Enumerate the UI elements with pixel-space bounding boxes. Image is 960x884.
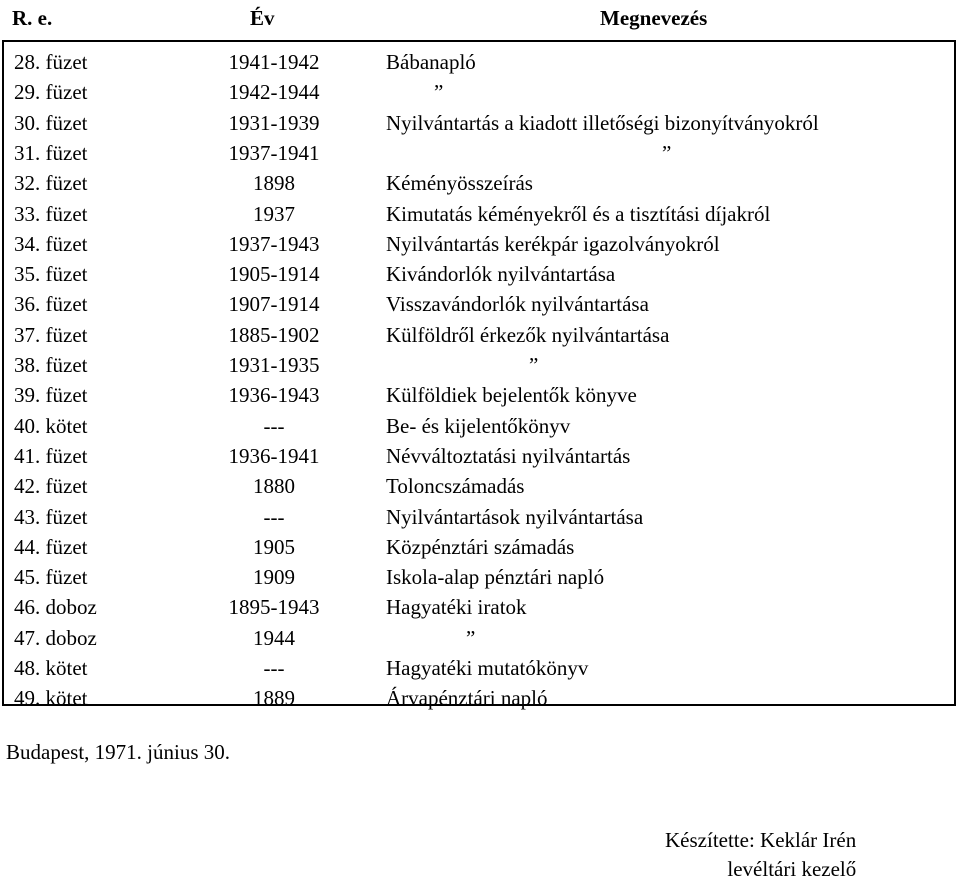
row-year: 1885-1902 bbox=[228, 322, 320, 347]
place-date: Budapest, 1971. június 30. bbox=[6, 740, 230, 764]
row-id: 34. füzet bbox=[14, 231, 88, 256]
table-row bbox=[4, 108, 954, 138]
row-name: Visszavándorlók nyilvántartása bbox=[386, 292, 649, 317]
row-year: 1936-1943 bbox=[228, 383, 320, 408]
row-year: --- bbox=[263, 656, 285, 680]
row-name: Kéményösszeírás bbox=[386, 171, 533, 196]
row-name: Nyilvántartás kerékpár igazolványokról bbox=[386, 231, 720, 256]
row-name: ” bbox=[529, 353, 539, 377]
table-body bbox=[2, 40, 956, 711]
row-year: 1944 bbox=[253, 625, 295, 650]
row-name: Be- és kijelentőkönyv bbox=[386, 413, 571, 438]
table-row bbox=[4, 138, 954, 168]
table-row bbox=[4, 259, 954, 289]
table-row bbox=[4, 532, 954, 562]
row-id: 28. füzet bbox=[14, 50, 88, 74]
row-name: Hagyatéki iratok bbox=[386, 595, 527, 620]
author-block bbox=[665, 826, 856, 884]
row-year: 1937 bbox=[253, 201, 295, 226]
row-id: 44. füzet bbox=[14, 534, 88, 559]
row-year: --- bbox=[263, 504, 285, 529]
row-id: 45. füzet bbox=[14, 565, 88, 590]
table-row bbox=[4, 229, 954, 259]
row-name: ” bbox=[466, 625, 476, 650]
row-id: 33. füzet bbox=[14, 201, 88, 226]
row-name: Bábanapló bbox=[386, 50, 476, 74]
table-row bbox=[4, 289, 954, 319]
row-name: Kivándorlók nyilvántartása bbox=[386, 262, 616, 287]
row-id: 30. füzet bbox=[14, 110, 88, 135]
row-name: ” bbox=[662, 140, 672, 165]
row-name: Nyilvántartások nyilvántartása bbox=[386, 504, 644, 529]
table-row bbox=[4, 411, 954, 441]
row-id: 48. kötet bbox=[14, 656, 88, 680]
row-year: 1909 bbox=[253, 565, 295, 590]
row-id: 31. füzet bbox=[14, 140, 88, 165]
row-id: 47. doboz bbox=[14, 625, 97, 650]
table-row bbox=[4, 441, 954, 471]
row-id: 40. kötet bbox=[14, 413, 88, 438]
row-name: Árvapénztári napló bbox=[386, 686, 548, 711]
row-year: 1942-1944 bbox=[228, 80, 320, 105]
row-id: 35. füzet bbox=[14, 262, 88, 287]
row-id: 32. füzet bbox=[14, 171, 88, 196]
table-row bbox=[4, 320, 954, 350]
row-name: ” bbox=[434, 80, 444, 105]
row-name: Közpénztári számadás bbox=[386, 534, 575, 559]
table-row bbox=[4, 168, 954, 198]
row-year: 1941-1942 bbox=[228, 50, 320, 74]
table-row bbox=[4, 77, 954, 107]
row-id: 46. doboz bbox=[14, 595, 97, 620]
table-row bbox=[4, 562, 954, 592]
row-id: 43. füzet bbox=[14, 504, 88, 529]
row-id: 42. füzet bbox=[14, 474, 88, 499]
row-year: 1905-1914 bbox=[228, 262, 320, 287]
row-year: 1907-1914 bbox=[228, 292, 320, 317]
row-name: Toloncszámadás bbox=[386, 474, 525, 499]
header-year: Év bbox=[250, 6, 275, 30]
row-year: 1931-1935 bbox=[228, 353, 320, 377]
header-id: R. e. bbox=[12, 6, 53, 30]
table-row bbox=[4, 47, 954, 77]
row-year: --- bbox=[263, 413, 285, 438]
table-row bbox=[4, 623, 954, 653]
row-year: 1895-1943 bbox=[228, 595, 320, 620]
row-name: Külföldről érkezők nyilvántartása bbox=[386, 322, 670, 347]
row-year: 1937-1943 bbox=[228, 231, 320, 256]
row-name: Nyilvántartás a kiadott illetőségi bizonyítványokról bbox=[386, 110, 819, 135]
row-id: 49. kötet bbox=[14, 686, 88, 711]
row-name: Névváltoztatási nyilvántartás bbox=[386, 443, 631, 468]
row-year: 1931-1939 bbox=[228, 110, 320, 135]
table-row bbox=[4, 683, 954, 713]
row-name: Kimutatás kéményekről és a tisztítási díjakról bbox=[386, 201, 771, 226]
row-year: 1880 bbox=[253, 474, 295, 499]
table-row bbox=[4, 592, 954, 622]
header-name: Megnevezés bbox=[600, 6, 708, 30]
author-line: Készítette: Keklár Irén bbox=[665, 828, 857, 852]
author-title: levéltári kezelő bbox=[727, 857, 857, 881]
table-row bbox=[4, 199, 954, 229]
table-row bbox=[4, 471, 954, 501]
table-row bbox=[4, 380, 954, 410]
row-id: 38. füzet bbox=[14, 353, 88, 377]
row-year: 1898 bbox=[253, 171, 295, 196]
row-id: 29. füzet bbox=[14, 80, 88, 105]
table-row bbox=[4, 502, 954, 532]
row-year: 1905 bbox=[253, 534, 295, 559]
row-name: Hagyatéki mutatókönyv bbox=[386, 656, 589, 680]
table-header bbox=[0, 0, 960, 40]
row-name: Iskola-alap pénztári napló bbox=[386, 565, 605, 590]
row-id: 39. füzet bbox=[14, 383, 88, 408]
row-id: 41. füzet bbox=[14, 443, 88, 468]
row-year: 1889 bbox=[253, 686, 295, 711]
row-year: 1936-1941 bbox=[228, 443, 320, 468]
table-row bbox=[4, 350, 954, 380]
row-year: 1937-1941 bbox=[228, 140, 320, 165]
row-name: Külföldiek bejelentők könyve bbox=[386, 383, 637, 408]
row-id: 37. füzet bbox=[14, 322, 88, 347]
row-id: 36. füzet bbox=[14, 292, 88, 317]
table-row bbox=[4, 653, 954, 683]
